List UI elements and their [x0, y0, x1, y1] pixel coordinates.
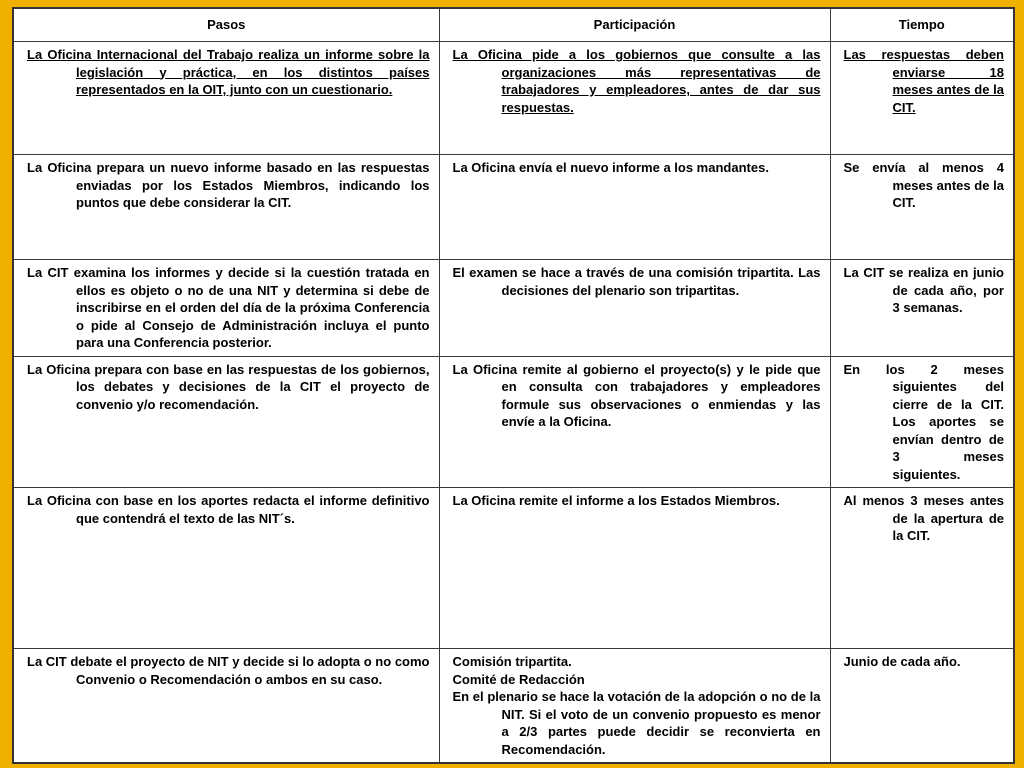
participacion-text: Comisión tripartita. [452, 654, 572, 669]
header-participacion: Participación [439, 8, 830, 42]
tiempo-text: Se envía al menos 4 meses antes de la CIT. [843, 160, 1004, 210]
cell-participacion [439, 260, 830, 357]
pasos-text: La Oficina Internacional del Trabajo realiza un informe sobre la legislación y práctica, en los distintos países representados en la OIT, junto con un cuestionario. [27, 47, 430, 97]
pasos-text: La Oficina prepara con base en las respuestas de los gobiernos, los debates y decisiones de la CIT el proyecto de convenio y/o recomendación. [27, 361, 430, 412]
cell-tiempo [830, 42, 1014, 155]
cell-tiempo [830, 260, 1014, 357]
participacion-text: La Oficina remite al gobierno el proyecto(s) y le pide que en consulta con trabajadores y empleadores formule sus observaciones o enmiendas y las envíe a la Oficina. [452, 361, 821, 429]
cell-pasos [13, 155, 439, 260]
table-row [13, 488, 1014, 649]
header-tiempo: Tiempo [830, 8, 1014, 42]
cell-participacion [439, 649, 830, 764]
cell-pasos [13, 42, 439, 155]
tiempo-text: Junio de cada año. [843, 654, 961, 669]
table-body [13, 42, 1014, 764]
tiempo-text: Las respuestas deben enviarse 18 meses antes de la CIT. [843, 47, 1004, 115]
cell-tiempo [830, 649, 1014, 764]
cell-participacion [439, 155, 830, 260]
participacion-text: La Oficina pide a los gobiernos que consulte a las organizaciones más representativas de trabajadores y empleadores, antes de dar sus respuestas. [452, 47, 821, 115]
participacion-text: La Oficina envía el nuevo informe a los mandantes. [452, 160, 769, 175]
cell-tiempo [830, 356, 1014, 488]
table-row [13, 260, 1014, 357]
tiempo-text: Al menos 3 meses antes de la apertura de la CIT. [843, 493, 1004, 543]
procedure-table [12, 7, 1015, 764]
table-row [13, 356, 1014, 488]
cell-pasos [13, 488, 439, 649]
table-row [13, 155, 1014, 260]
cell-pasos [13, 356, 439, 488]
table-row [13, 42, 1014, 155]
cell-participacion [439, 42, 830, 155]
cell-pasos [13, 649, 439, 764]
participacion-text: La Oficina remite el informe a los Estados Miembros. [452, 493, 780, 508]
tiempo-text: En los 2 meses siguientes del cierre de la CIT. Los aportes se envían dentro de 3 meses siguientes. [843, 361, 1004, 482]
tiempo-text: La CIT se realiza en junio de cada año, por 3 semanas. [843, 265, 1004, 315]
cell-pasos [13, 260, 439, 357]
participacion-text: El examen se hace a través de una comisión tripartita. Las decisiones del plenario son tripartitas. [452, 265, 821, 298]
cell-tiempo [830, 488, 1014, 649]
header-pasos: Pasos [13, 8, 439, 42]
cell-participacion [439, 488, 830, 649]
cell-participacion [439, 356, 830, 488]
pasos-text: La Oficina prepara un nuevo informe basado en las respuestas enviadas por los Estados Miembros, indicando los puntos que debe considerar la CIT. [27, 160, 430, 210]
participacion-text: En el plenario se hace la votación de la adopción o no de la NIT. Si el voto de un convenio propuesto es menor a 2/3 partes puede decidir se reconvierta en Recomendación. [452, 689, 821, 757]
cell-tiempo [830, 155, 1014, 260]
participacion-text: Comité de Redacción [452, 671, 585, 687]
header-row [13, 8, 1014, 42]
pasos-text: La CIT debate el proyecto de NIT y decide si lo adopta o no como Convenio o Recomendación o ambos en su caso. [27, 654, 430, 687]
pasos-text: La Oficina con base en los aportes redacta el informe definitivo que contendrá el texto de las NIT´s. [27, 493, 430, 526]
table-row [13, 649, 1014, 764]
pasos-text: La CIT examina los informes y decide si la cuestión tratada en ellos es objeto o no de una NIT y determina si debe de inscribirse en el orden del día de la próxima Conferencia o pide al Consejo de Administración incluya el punto para una Conferencia posterior. [27, 265, 430, 350]
